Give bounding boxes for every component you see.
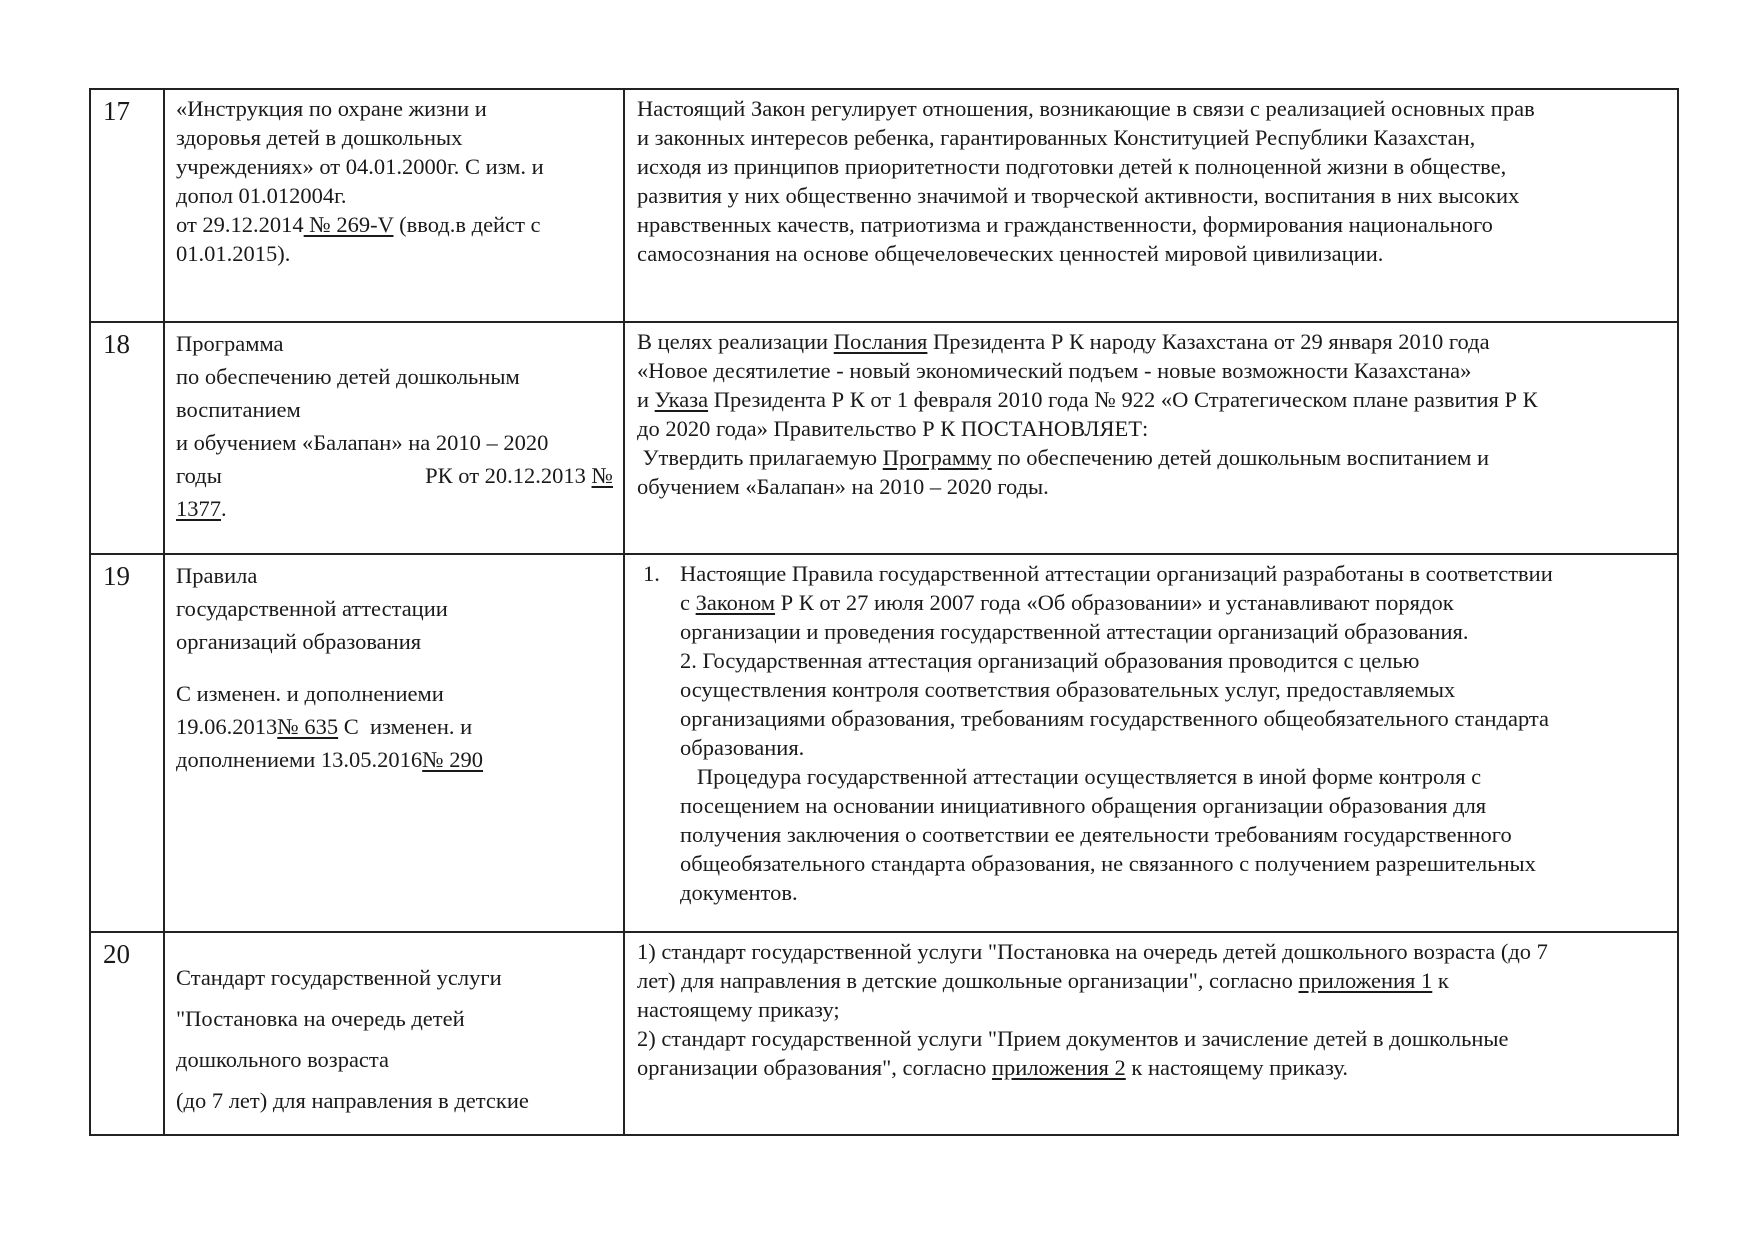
text-segment: Р К от 27 июля 2007 года «Об образовании» и устанавливают порядок bbox=[775, 590, 1454, 615]
decree-link[interactable]: Указа bbox=[654, 387, 709, 412]
table-row-18 bbox=[90, 322, 1678, 554]
description-line: посещением на основании инициативного обращения организации образования для bbox=[680, 793, 1487, 818]
text-segment: дополнениеми 13.05.2016 bbox=[176, 747, 423, 772]
document-name-line: Стандарт государственной услуги bbox=[176, 965, 502, 990]
description-line: развития у них общественно значимой и творческой активности, воспитания в них высоких bbox=[637, 183, 1520, 208]
description-line: организации и проведения государственной аттестации организаций образования. bbox=[680, 619, 1469, 644]
table-row-20 bbox=[90, 932, 1678, 1135]
description-line: настоящему приказу; bbox=[637, 997, 840, 1022]
description-line bbox=[637, 327, 1663, 356]
appendix-2-link[interactable]: приложения 2 bbox=[991, 1055, 1126, 1080]
text-segment: В целях реализации bbox=[637, 329, 834, 354]
text-segment: к настоящему приказу. bbox=[1125, 1055, 1349, 1080]
document-name-cell bbox=[164, 89, 624, 322]
text-segment: РК от 20.12.2013 bbox=[425, 463, 592, 488]
description-line: Настоящий Закон регулирует отношения, возникающие в связи с реализацией основных прав bbox=[637, 96, 1535, 121]
list-marker: 1. bbox=[643, 561, 660, 586]
description-line: обучением «Балапан» на 2010 – 2020 годы. bbox=[637, 474, 1049, 499]
appendix-1-link[interactable]: приложения 1 bbox=[1298, 968, 1433, 993]
description-line: до 2020 года» Правительство Р К ПОСТАНОВЛЯЕТ: bbox=[637, 416, 1149, 441]
document-description-cell bbox=[624, 322, 1678, 554]
document-name-cell bbox=[164, 322, 624, 554]
text-segment: С изменен. и bbox=[338, 714, 473, 739]
document-name-line bbox=[176, 710, 613, 743]
document-name-line: дошкольного возраста bbox=[176, 1047, 390, 1072]
row-number-cell bbox=[90, 932, 164, 1135]
document-name-line bbox=[176, 210, 613, 239]
description-line bbox=[680, 588, 1663, 617]
description-line: и законных интересов ребенка, гарантированных Конституцией Республики Казахстан, bbox=[637, 125, 1476, 150]
text-segment: (ввод.в дейст с bbox=[393, 212, 541, 237]
description-line: получения заключения о соответствии ее деятельности требованиям государственного bbox=[680, 822, 1512, 847]
document-name-line bbox=[176, 492, 613, 525]
document-name-line: С изменен. и дополнениеми bbox=[176, 681, 444, 706]
document-name-line: и обучением «Балапан» на 2010 – 2020 bbox=[176, 430, 549, 455]
program-link[interactable]: Программу bbox=[882, 445, 992, 470]
row-number-cell bbox=[90, 89, 164, 322]
document-name-line: по обеспечению детей дошкольным bbox=[176, 364, 520, 389]
law-link[interactable]: Законом bbox=[695, 590, 776, 615]
document-name-line bbox=[176, 743, 613, 776]
description-line: Настоящие Правила государственной аттестации организаций разработаны в соответствии bbox=[680, 561, 1553, 586]
document-name-line: (до 7 лет) для направления в детские bbox=[176, 1088, 529, 1113]
document-name-cell bbox=[164, 554, 624, 932]
description-line: 2) стандарт государственной услуги "Прием документов и зачисление детей в дошкольные bbox=[637, 1026, 1509, 1051]
description-line: 1) стандарт государственной услуги "Постановка на очередь детей дошкольного возраста (до 7 bbox=[637, 939, 1548, 964]
description-line: образования. bbox=[680, 735, 805, 760]
document-description-cell bbox=[624, 554, 1678, 932]
text-segment: Утвердить прилагаемую bbox=[637, 445, 883, 470]
order-number-link[interactable]: № 290 bbox=[422, 747, 484, 772]
order-number-link[interactable]: № 635 bbox=[277, 714, 339, 739]
document-name-line: Программа bbox=[176, 331, 284, 356]
text-segment: от 29.12.2014 bbox=[176, 212, 304, 237]
text-segment: Президента Р К народу Казахстана от 29 января 2010 года bbox=[927, 329, 1490, 354]
text-segment: годы bbox=[176, 463, 222, 488]
document-name-line bbox=[176, 459, 613, 492]
text-segment: организации образования", согласно bbox=[637, 1055, 992, 1080]
row-number: 19 bbox=[103, 561, 130, 591]
description-line: 2. Государственная аттестация организаций образования проводится с целью bbox=[680, 648, 1420, 673]
description-line: осуществления контроля соответствия образовательных услуг, предоставляемых bbox=[680, 677, 1456, 702]
message-link[interactable]: Послания bbox=[833, 329, 928, 354]
text-segment: по обеспечению детей дошкольным воспитанием и bbox=[991, 445, 1490, 470]
document-name-line: Правила bbox=[176, 563, 258, 588]
document-name-line: 01.01.2015). bbox=[176, 241, 291, 266]
row-number: 18 bbox=[103, 329, 130, 359]
document-name-cell bbox=[164, 932, 624, 1135]
row-number: 20 bbox=[103, 939, 130, 969]
document-name-line: "Постановка на очередь детей bbox=[176, 1006, 465, 1031]
document-name-line: организаций образования bbox=[176, 629, 422, 654]
row-number-cell bbox=[90, 554, 164, 932]
spacer bbox=[176, 937, 613, 957]
document-description-cell bbox=[624, 89, 1678, 322]
table-row-19 bbox=[90, 554, 1678, 932]
description-line: самосознания на основе общечеловеческих ценностей мировой цивилизации. bbox=[637, 241, 1384, 266]
text-segment: . bbox=[221, 496, 227, 521]
description-line: исходя из принципов приоритетности подготовки детей к полноценной жизни в обществе, bbox=[637, 154, 1507, 179]
text-segment: и bbox=[637, 387, 655, 412]
document-name-line: государственной аттестации bbox=[176, 596, 448, 621]
description-line: общеобязательного стандарта образования, не связанного с получением разрешительных bbox=[680, 851, 1536, 876]
table-row-17 bbox=[90, 89, 1678, 322]
document-name-line: воспитанием bbox=[176, 397, 301, 422]
document-name-line: учреждениях» от 04.01.2000г. С изм. и bbox=[176, 154, 544, 179]
description-line bbox=[637, 966, 1663, 995]
description-line: нравственных качеств, патриотизма и гражданственности, формирования национального bbox=[637, 212, 1493, 237]
document-description-cell bbox=[624, 932, 1678, 1135]
description-line: документов. bbox=[680, 880, 798, 905]
description-line bbox=[637, 385, 1663, 414]
document-name-line: здоровья детей в дошкольных bbox=[176, 125, 463, 150]
text-segment: с bbox=[680, 590, 696, 615]
description-line: организациями образования, требованиям государственного общеобязательного стандарта bbox=[680, 706, 1549, 731]
description-line: Процедура государственной аттестации осуществляется в иной форме контроля с bbox=[680, 764, 1482, 789]
text-segment: Президента Р К от 1 февраля 2010 года № 922 «О Стратегическом плане развития Р К bbox=[708, 387, 1538, 412]
text-segment: лет) для направления в детские дошкольные организации", согласно bbox=[637, 968, 1299, 993]
text-segment: к bbox=[1432, 968, 1449, 993]
text-segment: 19.06.2013 bbox=[176, 714, 278, 739]
spacer bbox=[176, 658, 613, 677]
description-line: «Новое десятилетие - новый экономический подъем - новые возможности Казахстана» bbox=[637, 358, 1472, 383]
document-name-line: «Инструкция по охране жизни и bbox=[176, 96, 487, 121]
document-name-line: допол 01.012004г. bbox=[176, 183, 347, 208]
decree-number-link[interactable]: 1377 bbox=[176, 496, 221, 521]
row-number: 17 bbox=[103, 96, 130, 126]
row-number-cell bbox=[90, 322, 164, 554]
description-line bbox=[637, 1053, 1663, 1082]
description-line bbox=[637, 443, 1663, 472]
law-number-link[interactable]: № 269-V bbox=[303, 212, 394, 237]
decree-number-link[interactable]: № bbox=[591, 463, 613, 488]
legal-documents-table bbox=[89, 88, 1679, 1136]
